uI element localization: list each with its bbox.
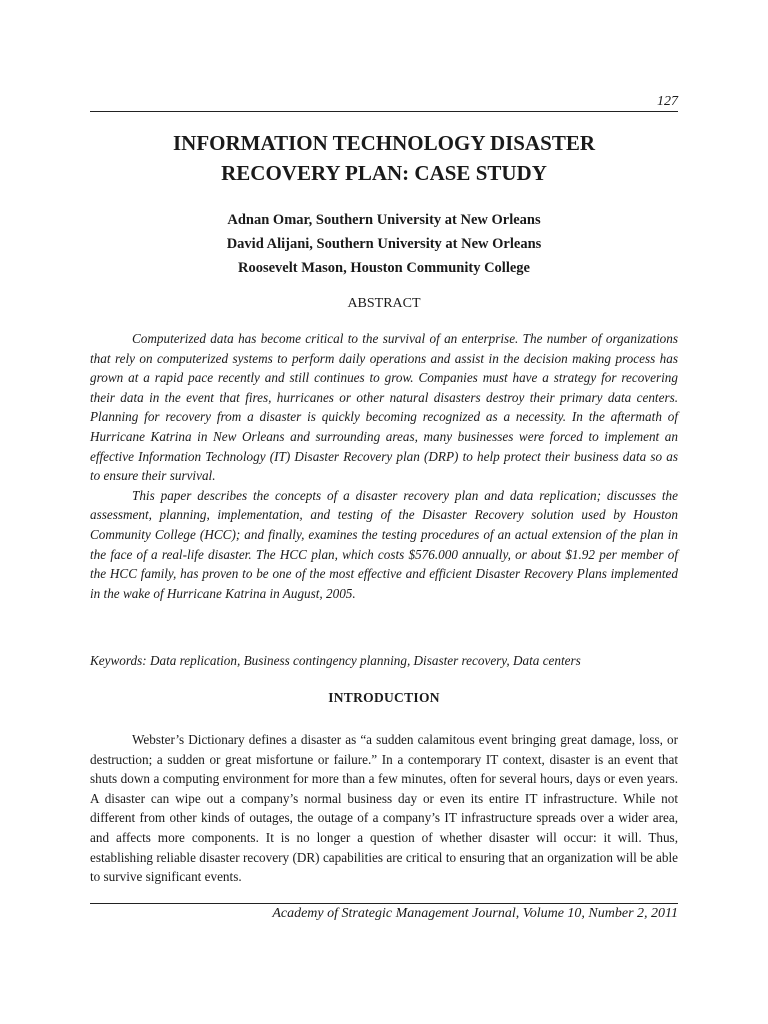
keywords: Keywords: Data replication, Business contingency planning, Disaster recovery, Data centers	[90, 653, 581, 668]
author-3: Roosevelt Mason, Houston Community College	[237, 260, 530, 276]
introduction-paragraph-1: Webster’s Dictionary defines a disaster as “a sudden calamitous event bringing great damage, loss, or destruction; a sudden or great misfortune or failure.” In a contemporary IT context, disaster is an event that shuts down a computing environment for more than a few minutes, often for several hours, days or even years. A disaster can wipe out a company’s normal business day or even its entire IT infrastructure. While not different from other kinds of outages, the outage of a company’s IT infrastructure spreads over a wider area, and affects more components. It is no longer a question of whether disaster will occur: it will. Thus, establishing reliable disaster recovery (DR) capabilities are critical to ensuring that an organization will be able to survive significant events.	[90, 732, 678, 885]
abstract-paragraph-2: This paper describes the concepts of a disaster recovery plan and data replication; discusses the assessment, planning, implementation, and testing of the Disaster Recovery solution used by Houston Community College (HCC); and finally, examines the testing procedures of an actual extension of the plan in the face of a real-life disaster. The HCC plan, which costs $576.000 annually, or about $1.92 per member of the HCC family, has proven to be one of the most effective and efficient Disaster Recovery Plans implemented in the wake of Hurricane Katrina in August, 2005.	[90, 487, 678, 601]
paper-title	[90, 128, 678, 188]
introduction-heading: INTRODUCTION	[328, 690, 440, 705]
author-1: Adnan Omar, Southern University at New Orleans	[227, 212, 541, 228]
introduction-body	[90, 730, 678, 887]
journal-footer: Academy of Strategic Management Journal, Volume 10, Number 2, 2011	[272, 906, 678, 921]
footer-rule	[90, 903, 678, 904]
abstract-paragraph-1: Computerized data has become critical to the survival of an enterprise. The number of organizations that rely on computerized systems to perform daily operations and assist in the decision making process has grown at a rapid pace recently and still continues to grow. Companies must have a strategy for recovering their data in the event that fires, hurricanes or other natural disasters destroy their primary data centers. Planning for recovery from a disaster is quickly becoming recognized as a necessity. In the aftermath of Hurricane Katrina in New Orleans and surrounding areas, many businesses were forced to implement an effective Information Technology (IT) Disaster Recovery plan (DRP) to help protect their business data so as to ensure their survival.	[90, 331, 678, 484]
paper-title-line-1: INFORMATION TECHNOLOGY DISASTER	[172, 131, 595, 155]
paper-title-line-2: RECOVERY PLAN: CASE STUDY	[221, 161, 547, 185]
author-2: David Alijani, Southern University at New Orleans	[226, 236, 542, 252]
abstract-heading: ABSTRACT	[347, 296, 421, 311]
author-list	[90, 208, 678, 280]
header-rule	[90, 111, 678, 112]
abstract-body	[90, 329, 678, 603]
page-number: 127	[657, 94, 678, 109]
